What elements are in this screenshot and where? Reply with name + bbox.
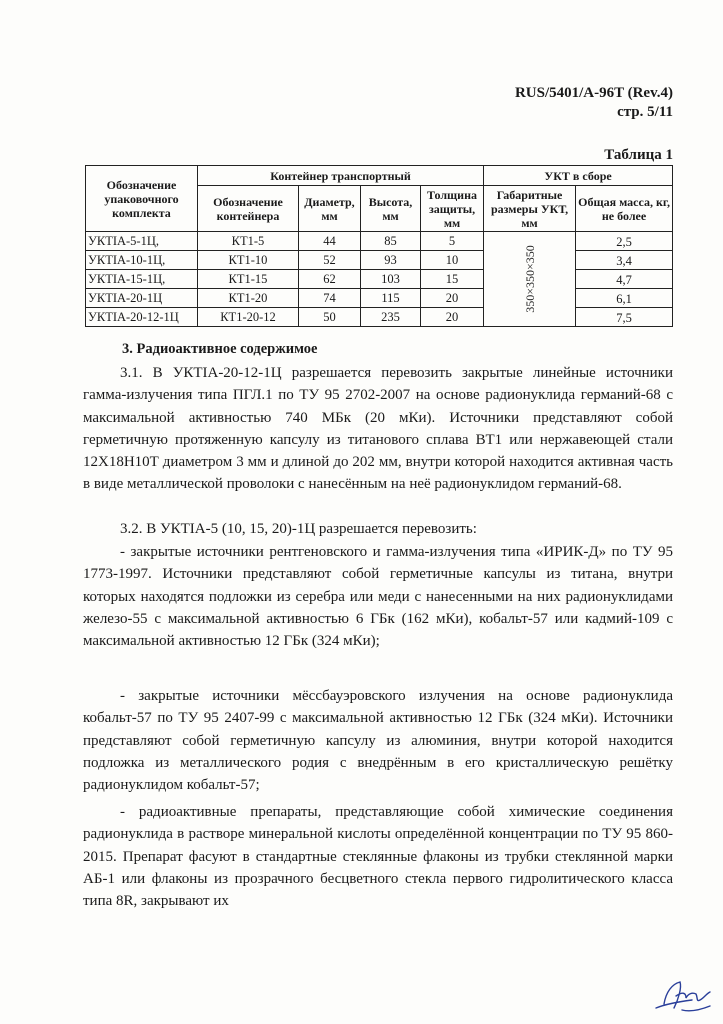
cell-height: 115 bbox=[361, 289, 421, 308]
cell-container: КТ1-20-12 bbox=[198, 308, 299, 327]
cell-container: КТ1-5 bbox=[198, 232, 299, 251]
col-header-dimensions: Габаритные размеры УКТ, мм bbox=[484, 186, 576, 232]
col-header-thickness: Толщина защиты, мм bbox=[421, 186, 484, 232]
cell-code: УКТIA-15-1Ц, bbox=[86, 270, 198, 289]
cell-height: 235 bbox=[361, 308, 421, 327]
cell-thickness: 5 bbox=[421, 232, 484, 251]
col-header-mass: Общая масса, кг, не более bbox=[576, 186, 673, 232]
cell-diameter: 50 bbox=[299, 308, 361, 327]
cell-mass: 2,5 bbox=[576, 232, 672, 251]
bullet-irik: - закрытые источники рентгеновского и гамма-излучения типа «ИРИК-Д» по ТУ 95 1773-1997. Источники представляют собой герметичные капсулы из титана, внутри которых находятся подложки из серебра или меди с нанесенными на них радионуклидами железо-55 с максимальной активностью 6 ГБк (162 мКи), кобальт-57 или кадмий-109 с максимальной активностью 12 ГБк (324 мКи); bbox=[83, 544, 673, 650]
col-header-container: Обозначение контейнера bbox=[198, 186, 299, 232]
dimensions-value: 350×350×350 bbox=[522, 245, 537, 313]
cell-thickness: 15 bbox=[421, 270, 484, 289]
cell-diameter: 62 bbox=[299, 270, 361, 289]
paragraph-3-1: 3.1. В УКТIA-20-12-1Ц разрешается перевозить закрытые линейные источники гамма-излучения типа ПГЛ.1 по ТУ 95 2702-2007 на основе радионуклида германий-68 с максимальной активностью 740 МБк (20 мКи). Источники представляют собой герметичную протяженную капсулу из титанового сплава ВТ1 или нержавеющей стали 12Х18Н10Т диаметром 3 мм и длиной до 202 мм, внутри которой находится активная часть в виде металлической проволоки с нанесённым на неё радионуклидом германий-68. bbox=[83, 365, 673, 493]
cell-diameter: 44 bbox=[299, 232, 361, 251]
cell-mass: 7,5 bbox=[616, 311, 632, 325]
signature bbox=[652, 978, 714, 1016]
cell-code: УКТIA-20-1Ц bbox=[86, 289, 198, 308]
section-heading: 3. Радиоактивное содержимое bbox=[122, 341, 318, 357]
cell-height: 103 bbox=[361, 270, 421, 289]
table-caption: Таблица 1 bbox=[604, 147, 673, 163]
group-header-ukt: УКТ в сборе bbox=[484, 166, 673, 186]
col-header-designation: Обозначение упаковочного комплекта bbox=[86, 166, 198, 232]
cell-thickness: 20 bbox=[421, 289, 484, 308]
cell-height: 85 bbox=[361, 232, 421, 251]
bullet-preparations: - радиоактивные препараты, представляющие собой химические соединения радионуклида в растворе минеральной кислоты определённой концентрации по ТУ 95 860-2015. Препарат фасуют в стандартные стеклянные флаконы из трубки стеклянной марки АБ-1 или флаконы из прозрачного бесцветного стекла первого гидролитического класса типа 8R, закрывают их bbox=[83, 804, 673, 910]
cell-mass-group bbox=[576, 232, 673, 327]
cell-diameter: 74 bbox=[299, 289, 361, 308]
cell-diameter: 52 bbox=[299, 251, 361, 270]
cell-container: КТ1-15 bbox=[198, 270, 299, 289]
cell-container: КТ1-10 bbox=[198, 251, 299, 270]
group-header-transport: Контейнер транспортный bbox=[198, 166, 484, 186]
cell-code: УКТIA-10-1Ц, bbox=[86, 251, 198, 270]
cell-height: 93 bbox=[361, 251, 421, 270]
cell-mass: 3,4 bbox=[576, 251, 672, 270]
cell-dimensions bbox=[484, 232, 576, 327]
containers-table bbox=[85, 165, 673, 327]
page-number: стр. 5/11 bbox=[617, 104, 673, 120]
paragraph-3-2: 3.2. В УКТIA-5 (10, 15, 20)-1Ц разрешается перевозить: bbox=[120, 521, 477, 537]
cell-code: УКТIA-20-12-1Ц bbox=[86, 308, 198, 327]
col-header-height: Высота, мм bbox=[361, 186, 421, 232]
bullet-mossbauer: - закрытые источники мёссбауэровского излучения на основе радионуклида кобальт-57 по ТУ 95 2407-99 с максимальной активностью 12 ГБк (324 мКи). Источники представляют собой герметичную капсулу из алюминия, внутри которой находится подложка из металлического родия с внедрённым в его кристаллическую решётку радионуклидом кобальт-57; bbox=[83, 688, 673, 794]
cell-mass: 4,7 bbox=[576, 270, 672, 289]
cell-container: КТ1-20 bbox=[198, 289, 299, 308]
cell-mass: 6,1 bbox=[576, 289, 672, 308]
cell-thickness: 10 bbox=[421, 251, 484, 270]
table-row bbox=[86, 232, 673, 251]
col-header-diameter: Диаметр, мм bbox=[299, 186, 361, 232]
cell-thickness: 20 bbox=[421, 308, 484, 327]
document-id: RUS/5401/A-96T (Rev.4) bbox=[514, 85, 673, 101]
cell-code: УКТIA-5-1Ц, bbox=[86, 232, 198, 251]
